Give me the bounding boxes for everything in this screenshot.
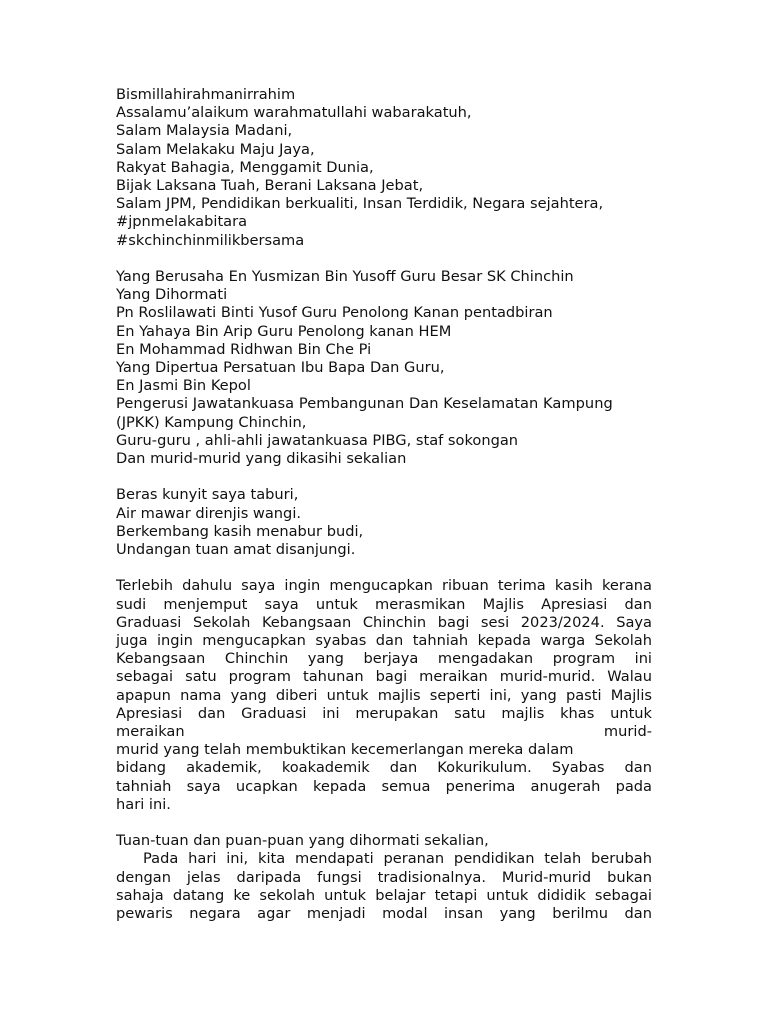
greeting-line: Assalamu’alaikum warahmatullahi wabarakatuh, [116,104,472,122]
paragraph-line: Terlebih dahulu saya ingin mengucapkan ribuan terima kasih kerana [116,577,652,595]
greeting-line: Salam Melakaku Maju Jaya, [116,140,315,158]
spacer [116,250,652,268]
pantun-line: Beras kunyit saya taburi, [116,486,299,504]
greeting-line: Salam Malaysia Madani, [116,122,293,140]
paragraph-line: Graduasi Sekolah Kebangsaan Chinchin bagi sesi 2023/2024. Saya [116,613,652,631]
greetings-block [116,86,652,250]
paragraph-line: hari ini. [116,795,171,813]
greeting-line: Salam JPM, Pendidikan berkualiti, Insan Terdidik, Negara sejahtera, [116,195,604,213]
paragraph-line: Apresiasi dan Graduasi ini merupakan satu majlis khas untuk [116,704,652,722]
pantun-block [116,486,652,559]
paragraph-line: apapun nama yang diberi untuk majlis seperti ini, yang pasti Majlis [116,686,652,704]
paragraph-line: sahaja datang ke sekolah untuk belajar tetapi untuk dididik sebagai [116,886,652,904]
paragraph-line: meraikan murid- [116,723,652,741]
paragraph-line: sudi menjemput saya untuk merasmikan Majlis Apresiasi dan [116,595,652,613]
greeting-line: Bijak Laksana Tuah, Berani Laksana Jebat, [116,177,424,195]
paragraph-line: sebagai satu program tahunan bagi meraikan murid-murid. Walau [116,668,652,686]
addressee-line: Dan murid-murid yang dikasihi sekalian [116,450,407,468]
hashtag-line: #skchinchinmilikbersama [116,231,305,249]
paragraph-line: Pada hari ini, kita mendapati peranan pendidikan telah berubah [143,850,652,868]
spacer [116,814,652,832]
spacer [116,468,652,486]
addressee-line: En Yahaya Bin Arip Guru Penolong kanan HEM [116,322,452,340]
paragraph-line: Kebangsaan Chinchin yang berjaya mengadakan program ini [116,650,652,668]
pantun-line: Undangan tuan amat disanjungi. [116,541,356,559]
paragraph-education [116,832,652,923]
addressee-line: (JPKK) Kampung Chinchin, [116,413,307,431]
addressee-line: Pn Roslilawati Binti Yusof Guru Penolong Kanan pentadbiran [116,304,553,322]
pantun-line: Berkembang kasih menabur budi, [116,522,364,540]
addressees-block [116,268,652,468]
addressee-line: Pengerusi Jawatankuasa Pembangunan Dan Keselamatan Kampung [116,395,613,413]
addressee-line: Yang Dihormati [116,286,228,304]
paragraph-line: dengan jelas daripada fungsi tradisionalnya. Murid-murid bukan [116,868,652,886]
pantun-line: Air mawar direnjis wangi. [116,504,302,522]
paragraph-line: juga ingin mengucapkan syabas dan tahniah kepada warga Sekolah [116,632,652,650]
paragraph-line: tahniah saya ucapkan kepada semua penerima anugerah pada [116,777,652,795]
addressee-line: En Mohammad Ridhwan Bin Che Pi [116,340,372,358]
addressee-line: En Jasmi Bin Kepol [116,377,251,395]
paragraph-line: pewaris negara agar menjadi modal insan yang berilmu dan [116,905,652,923]
paragraph-appreciation [116,577,652,814]
spacer [116,559,652,577]
paragraph-line: bidang akademik, koakademik dan Kokurikulum. Syabas dan [116,759,652,777]
addressee-line: Yang Dipertua Persatuan Ibu Bapa Dan Guru, [116,359,445,377]
hashtag-line: #jpnmelakabitara [116,213,248,231]
paragraph-salutation: Tuan-tuan dan puan-puan yang dihormati sekalian, [116,832,489,850]
addressee-line: Guru-guru , ahli-ahli jawatankuasa PIBG, staf sokongan [116,431,519,449]
paragraph-line: murid yang telah membuktikan kecemerlangan mereka dalam [116,741,574,759]
addressee-line: Yang Berusaha En Yusmizan Bin Yusoff Guru Besar SK Chinchin [116,268,574,286]
greeting-line: Bismillahirahmanirrahim [116,86,296,103]
greeting-line: Rakyat Bahagia, Menggamit Dunia, [116,158,374,176]
